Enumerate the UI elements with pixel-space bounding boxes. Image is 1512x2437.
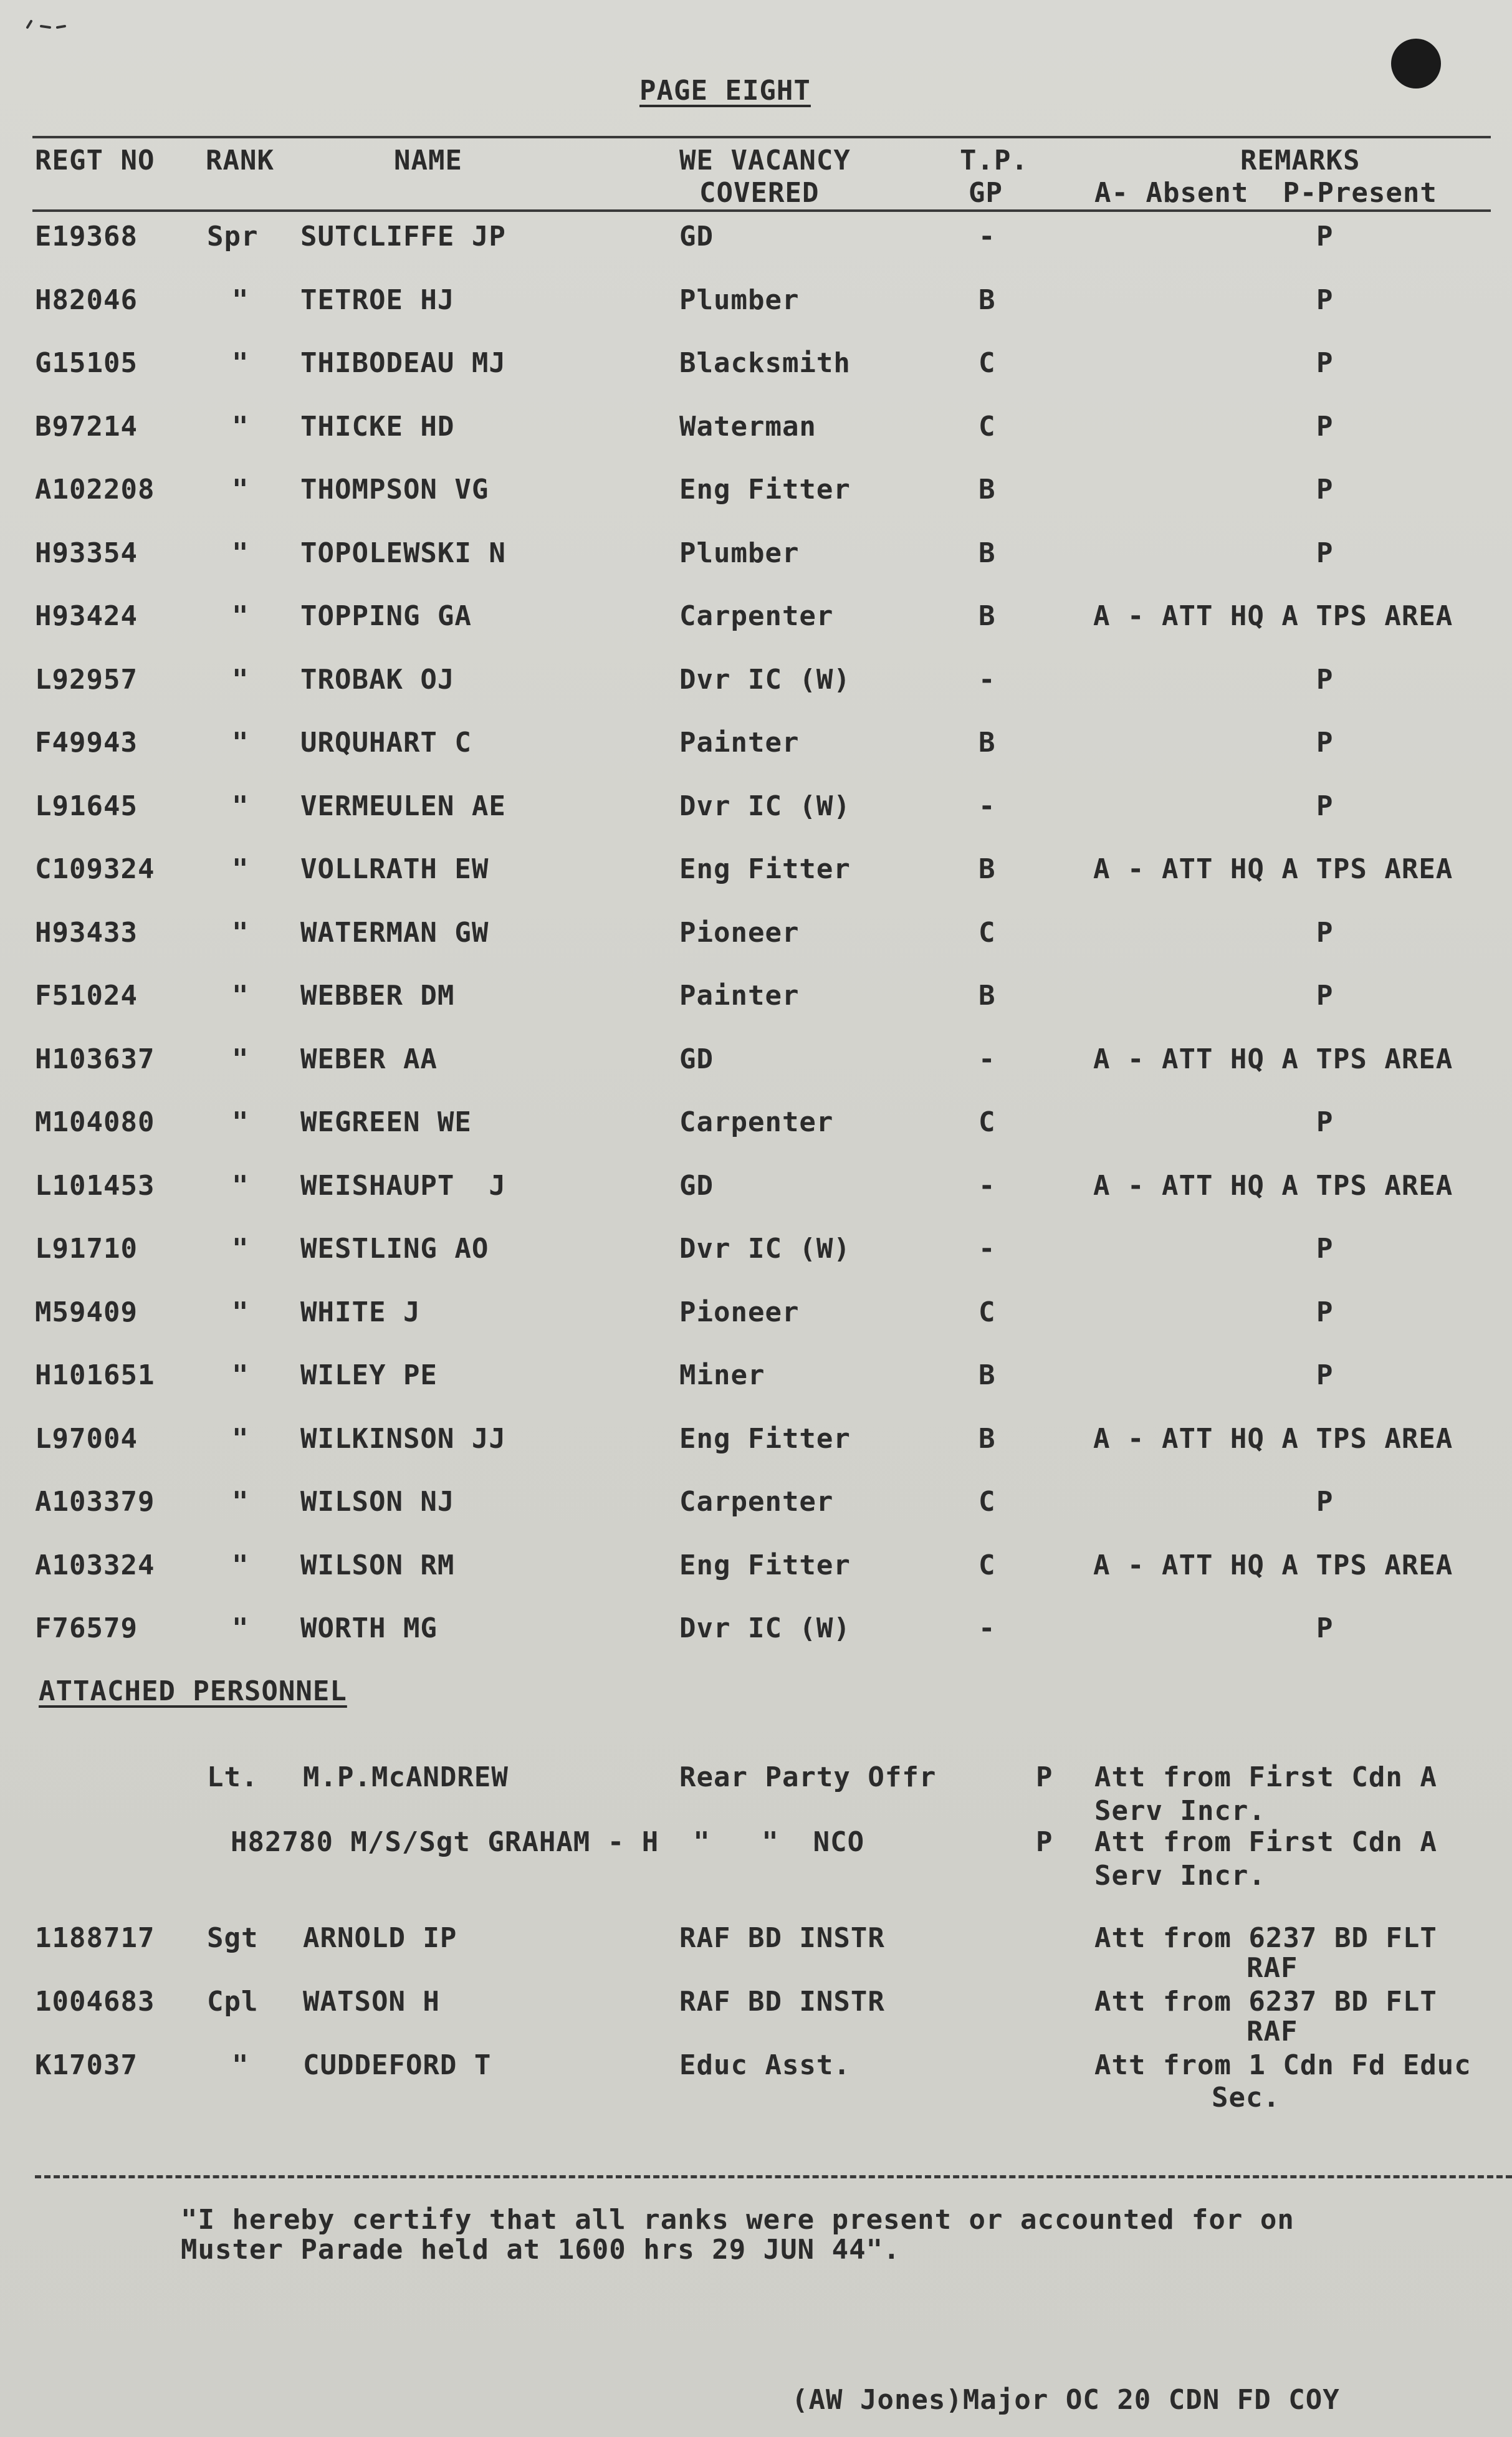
- table-row: [0, 727, 1512, 777]
- regt-no-cell: F49943: [35, 727, 138, 759]
- signature-block: (AW Jones)Major OC 20 CDN FD COY: [792, 2384, 1340, 2416]
- name-cell: WILEY PE: [300, 1359, 438, 1391]
- arnold-role: RAF BD INSTR: [679, 1922, 885, 1954]
- table-row: [0, 664, 1512, 714]
- remarks-cell: A - ATT HQ A TPS AREA: [1093, 1423, 1453, 1455]
- graham-status: P: [1036, 1826, 1053, 1858]
- rank-cell: ": [232, 790, 249, 822]
- table-row: [0, 853, 1512, 903]
- tp-group-cell: B: [978, 1423, 996, 1455]
- arnold-regt: 1188717: [35, 1922, 155, 1954]
- table-row: [0, 980, 1512, 1030]
- rank-cell: ": [232, 1233, 249, 1265]
- vacancy-cell: Dvr IC (W): [679, 1233, 851, 1265]
- regt-no-cell: B97214: [35, 411, 138, 443]
- arnold-remark-2: RAF: [1246, 1952, 1298, 1984]
- tp-group-cell: -: [978, 1233, 996, 1265]
- vacancy-cell: GD: [679, 221, 714, 252]
- tp-group-cell: B: [978, 853, 996, 885]
- vacancy-cell: Pioneer: [679, 1296, 800, 1328]
- regt-no-cell: E19368: [35, 221, 138, 252]
- page-title: PAGE EIGHT: [639, 75, 811, 107]
- rank-cell: ": [232, 600, 249, 632]
- watson-remark-2: RAF: [1246, 2016, 1298, 2047]
- table-row: [0, 411, 1512, 461]
- regt-no-cell: A102208: [35, 474, 155, 505]
- name-cell: WEBBER DM: [300, 980, 455, 1012]
- graham-line: H82780 M/S/Sgt GRAHAM - H " " NCO: [231, 1826, 865, 1858]
- header-remarks-line1: REMARKS: [1240, 145, 1361, 176]
- cuddeford-remark-2: Sec.: [1212, 2082, 1280, 2114]
- header-name: NAME: [394, 145, 462, 176]
- tp-group-cell: -: [978, 790, 996, 822]
- name-cell: THOMPSON VG: [300, 474, 489, 505]
- name-cell: TOPOLEWSKI N: [300, 537, 506, 569]
- name-cell: WEBER AA: [300, 1043, 438, 1075]
- header-vacancy-line2: COVERED: [699, 177, 820, 209]
- header-bottom-rule: [32, 209, 1491, 212]
- vacancy-cell: Pioneer: [679, 917, 800, 949]
- tp-group-cell: B: [978, 284, 996, 316]
- name-cell: WHITE J: [300, 1296, 421, 1328]
- regt-no-cell: H82046: [35, 284, 138, 316]
- punch-hole: [1391, 39, 1441, 89]
- regt-no-cell: A103379: [35, 1486, 155, 1518]
- table-row: [0, 1296, 1512, 1346]
- vacancy-cell: Eng Fitter: [679, 853, 851, 885]
- rank-cell: ": [232, 474, 249, 505]
- table-row: [0, 284, 1512, 334]
- certification-line-1: "I hereby certify that all ranks were present or accounted for on: [181, 2204, 1294, 2236]
- rank-cell: ": [232, 1296, 249, 1328]
- table-row: [0, 917, 1512, 967]
- table-row: [0, 600, 1512, 650]
- regt-no-cell: L97004: [35, 1423, 138, 1455]
- remarks-cell: P: [1316, 727, 1334, 759]
- header-tp-line2: GP: [969, 177, 1003, 209]
- regt-no-cell: F76579: [35, 1612, 138, 1644]
- name-cell: WILKINSON JJ: [300, 1423, 506, 1455]
- rank-cell: ": [232, 980, 249, 1012]
- remarks-cell: P: [1316, 1233, 1334, 1265]
- regt-no-cell: C109324: [35, 853, 155, 885]
- table-row: [0, 1170, 1512, 1220]
- tp-group-cell: C: [978, 1486, 996, 1518]
- cuddeford-rank: ": [232, 2049, 249, 2081]
- name-cell: WATERMAN GW: [300, 917, 489, 949]
- tp-group-cell: B: [978, 474, 996, 505]
- rank-cell: ": [232, 1612, 249, 1644]
- rank-cell: ": [232, 664, 249, 696]
- attached-personnel-title: ATTACHED PERSONNEL: [39, 1675, 347, 1707]
- arnold-remark-1: Att from 6237 BD FLT: [1094, 1922, 1437, 1954]
- table-row: [0, 1043, 1512, 1093]
- remarks-cell: P: [1316, 917, 1334, 949]
- name-cell: WEGREEN WE: [300, 1106, 472, 1138]
- name-cell: VERMEULEN AE: [300, 790, 506, 822]
- header-rank: RANK: [206, 145, 274, 176]
- tp-group-cell: C: [978, 347, 996, 379]
- regt-no-cell: M59409: [35, 1296, 138, 1328]
- arnold-name: ARNOLD IP: [303, 1922, 457, 1954]
- rank-cell: Spr: [207, 221, 259, 252]
- mcandrew-remark-1: Att from First Cdn A: [1094, 1761, 1437, 1793]
- pen-mark: [25, 14, 81, 32]
- table-row: [0, 1486, 1512, 1536]
- tp-group-cell: C: [978, 411, 996, 443]
- tp-group-cell: C: [978, 1549, 996, 1581]
- remarks-cell: P: [1316, 347, 1334, 379]
- vacancy-cell: Blacksmith: [679, 347, 851, 379]
- rank-cell: ": [232, 284, 249, 316]
- tp-group-cell: B: [978, 1359, 996, 1391]
- tp-group-cell: C: [978, 1296, 996, 1328]
- remarks-cell: A - ATT HQ A TPS AREA: [1093, 1043, 1453, 1075]
- remarks-cell: P: [1316, 537, 1334, 569]
- regt-no-cell: L91710: [35, 1233, 138, 1265]
- remarks-cell: P: [1316, 1612, 1334, 1644]
- cuddeford-name: CUDDEFORD T: [303, 2049, 492, 2081]
- tp-group-cell: -: [978, 664, 996, 696]
- vacancy-cell: Eng Fitter: [679, 1549, 851, 1581]
- vacancy-cell: GD: [679, 1170, 714, 1202]
- regt-no-cell: L92957: [35, 664, 138, 696]
- arnold-rank: Sgt: [207, 1922, 259, 1954]
- remarks-cell: A - ATT HQ A TPS AREA: [1093, 1170, 1453, 1202]
- rank-cell: ": [232, 1043, 249, 1075]
- header-vacancy-line1: WE VACANCY: [679, 145, 851, 176]
- vacancy-cell: Dvr IC (W): [679, 790, 851, 822]
- tp-group-cell: -: [978, 221, 996, 252]
- table-row: [0, 1549, 1512, 1599]
- remarks-cell: P: [1316, 411, 1334, 443]
- tp-group-cell: C: [978, 917, 996, 949]
- remarks-cell: A - ATT HQ A TPS AREA: [1093, 853, 1453, 885]
- rank-cell: ": [232, 347, 249, 379]
- name-cell: THIBODEAU MJ: [300, 347, 506, 379]
- tp-group-cell: -: [978, 1170, 996, 1202]
- cuddeford-regt: K17037: [35, 2049, 138, 2081]
- rank-cell: ": [232, 1549, 249, 1581]
- tp-group-cell: B: [978, 727, 996, 759]
- cuddeford-role: Educ Asst.: [679, 2049, 851, 2081]
- table-row: [0, 347, 1512, 397]
- table-row: [0, 1359, 1512, 1409]
- header-regt-no: REGT NO: [35, 145, 155, 176]
- tp-group-cell: C: [978, 1106, 996, 1138]
- table-row: [0, 474, 1512, 524]
- vacancy-cell: Eng Fitter: [679, 474, 851, 505]
- regt-no-cell: H101651: [35, 1359, 155, 1391]
- table-row: [0, 537, 1512, 587]
- remarks-cell: P: [1316, 664, 1334, 696]
- vacancy-cell: Painter: [679, 727, 800, 759]
- rank-cell: ": [232, 1359, 249, 1391]
- header-tp-line1: T.P.: [960, 145, 1028, 176]
- name-cell: WEISHAUPT J: [300, 1170, 506, 1202]
- regt-no-cell: H103637: [35, 1043, 155, 1075]
- regt-no-cell: H93424: [35, 600, 138, 632]
- vacancy-cell: Carpenter: [679, 1486, 834, 1518]
- watson-name: WATSON H: [303, 1986, 440, 2018]
- name-cell: WORTH MG: [300, 1612, 438, 1644]
- name-cell: SUTCLIFFE JP: [300, 221, 506, 252]
- remarks-cell: P: [1316, 221, 1334, 252]
- table-row: [0, 1233, 1512, 1283]
- vacancy-cell: Waterman: [679, 411, 816, 443]
- rank-cell: ": [232, 1486, 249, 1518]
- mcandrew-role: Rear Party Offr: [679, 1761, 937, 1793]
- remarks-cell: P: [1316, 790, 1334, 822]
- tp-group-cell: B: [978, 980, 996, 1012]
- remarks-cell: P: [1316, 1359, 1334, 1391]
- remarks-cell: P: [1316, 1106, 1334, 1138]
- name-cell: VOLLRATH EW: [300, 853, 489, 885]
- name-cell: TETROE HJ: [300, 284, 455, 316]
- tp-group-cell: -: [978, 1043, 996, 1075]
- regt-no-cell: M104080: [35, 1106, 155, 1138]
- tp-group-cell: B: [978, 537, 996, 569]
- regt-no-cell: L91645: [35, 790, 138, 822]
- rank-cell: ": [232, 537, 249, 569]
- regt-no-cell: F51024: [35, 980, 138, 1012]
- remarks-cell: P: [1316, 1486, 1334, 1518]
- rank-cell: ": [232, 1170, 249, 1202]
- vacancy-cell: Plumber: [679, 537, 800, 569]
- certification-line-2: Muster Parade held at 1600 hrs 29 JUN 44".: [181, 2234, 901, 2266]
- name-cell: THICKE HD: [300, 411, 455, 443]
- vacancy-cell: Painter: [679, 980, 800, 1012]
- name-cell: URQUHART C: [300, 727, 472, 759]
- table-row: [0, 221, 1512, 271]
- remarks-cell: P: [1316, 980, 1334, 1012]
- watson-remark-1: Att from 6237 BD FLT: [1094, 1986, 1437, 2018]
- remarks-cell: P: [1316, 474, 1334, 505]
- regt-no-cell: H93433: [35, 917, 138, 949]
- tp-group-cell: -: [978, 1612, 996, 1644]
- name-cell: TROBAK OJ: [300, 664, 455, 696]
- vacancy-cell: Dvr IC (W): [679, 664, 851, 696]
- name-cell: WILSON RM: [300, 1549, 455, 1581]
- vacancy-cell: Dvr IC (W): [679, 1612, 851, 1644]
- header-top-rule: [32, 136, 1491, 138]
- regt-no-cell: H93354: [35, 537, 138, 569]
- vacancy-cell: Plumber: [679, 284, 800, 316]
- table-row: [0, 790, 1512, 840]
- rank-cell: ": [232, 727, 249, 759]
- name-cell: TOPPING GA: [300, 600, 472, 632]
- watson-role: RAF BD INSTR: [679, 1986, 885, 2018]
- table-row: [0, 1423, 1512, 1473]
- rank-cell: ": [232, 1106, 249, 1138]
- vacancy-cell: Eng Fitter: [679, 1423, 851, 1455]
- graham-remark-2: Serv Incr.: [1094, 1860, 1266, 1892]
- regt-no-cell: L101453: [35, 1170, 155, 1202]
- cuddeford-remark-1: Att from 1 Cdn Fd Educ: [1094, 2049, 1471, 2081]
- rank-cell: ": [232, 853, 249, 885]
- mcandrew-name: M.P.McANDREW: [303, 1761, 509, 1793]
- name-cell: WESTLING AO: [300, 1233, 489, 1265]
- dashed-separator: [35, 2175, 1512, 2178]
- rank-cell: ": [232, 917, 249, 949]
- rank-cell: ": [232, 411, 249, 443]
- remarks-cell: A - ATT HQ A TPS AREA: [1093, 600, 1453, 632]
- mcandrew-rank: Lt.: [207, 1761, 259, 1793]
- remarks-cell: P: [1316, 1296, 1334, 1328]
- mcandrew-status: P: [1036, 1761, 1053, 1793]
- vacancy-cell: Carpenter: [679, 600, 834, 632]
- vacancy-cell: Miner: [679, 1359, 765, 1391]
- name-cell: WILSON NJ: [300, 1486, 455, 1518]
- table-row: [0, 1612, 1512, 1662]
- mcandrew-remark-2: Serv Incr.: [1094, 1795, 1266, 1827]
- remarks-cell: A - ATT HQ A TPS AREA: [1093, 1549, 1453, 1581]
- table-row: [0, 1106, 1512, 1156]
- watson-regt: 1004683: [35, 1986, 155, 2018]
- regt-no-cell: G15105: [35, 347, 138, 379]
- graham-remark-1: Att from First Cdn A: [1094, 1826, 1437, 1858]
- header-remarks-line2: A- Absent P-Present: [1094, 177, 1437, 209]
- vacancy-cell: GD: [679, 1043, 714, 1075]
- watson-rank: Cpl: [207, 1986, 259, 2018]
- remarks-cell: P: [1316, 284, 1334, 316]
- regt-no-cell: A103324: [35, 1549, 155, 1581]
- rank-cell: ": [232, 1423, 249, 1455]
- vacancy-cell: Carpenter: [679, 1106, 834, 1138]
- tp-group-cell: B: [978, 600, 996, 632]
